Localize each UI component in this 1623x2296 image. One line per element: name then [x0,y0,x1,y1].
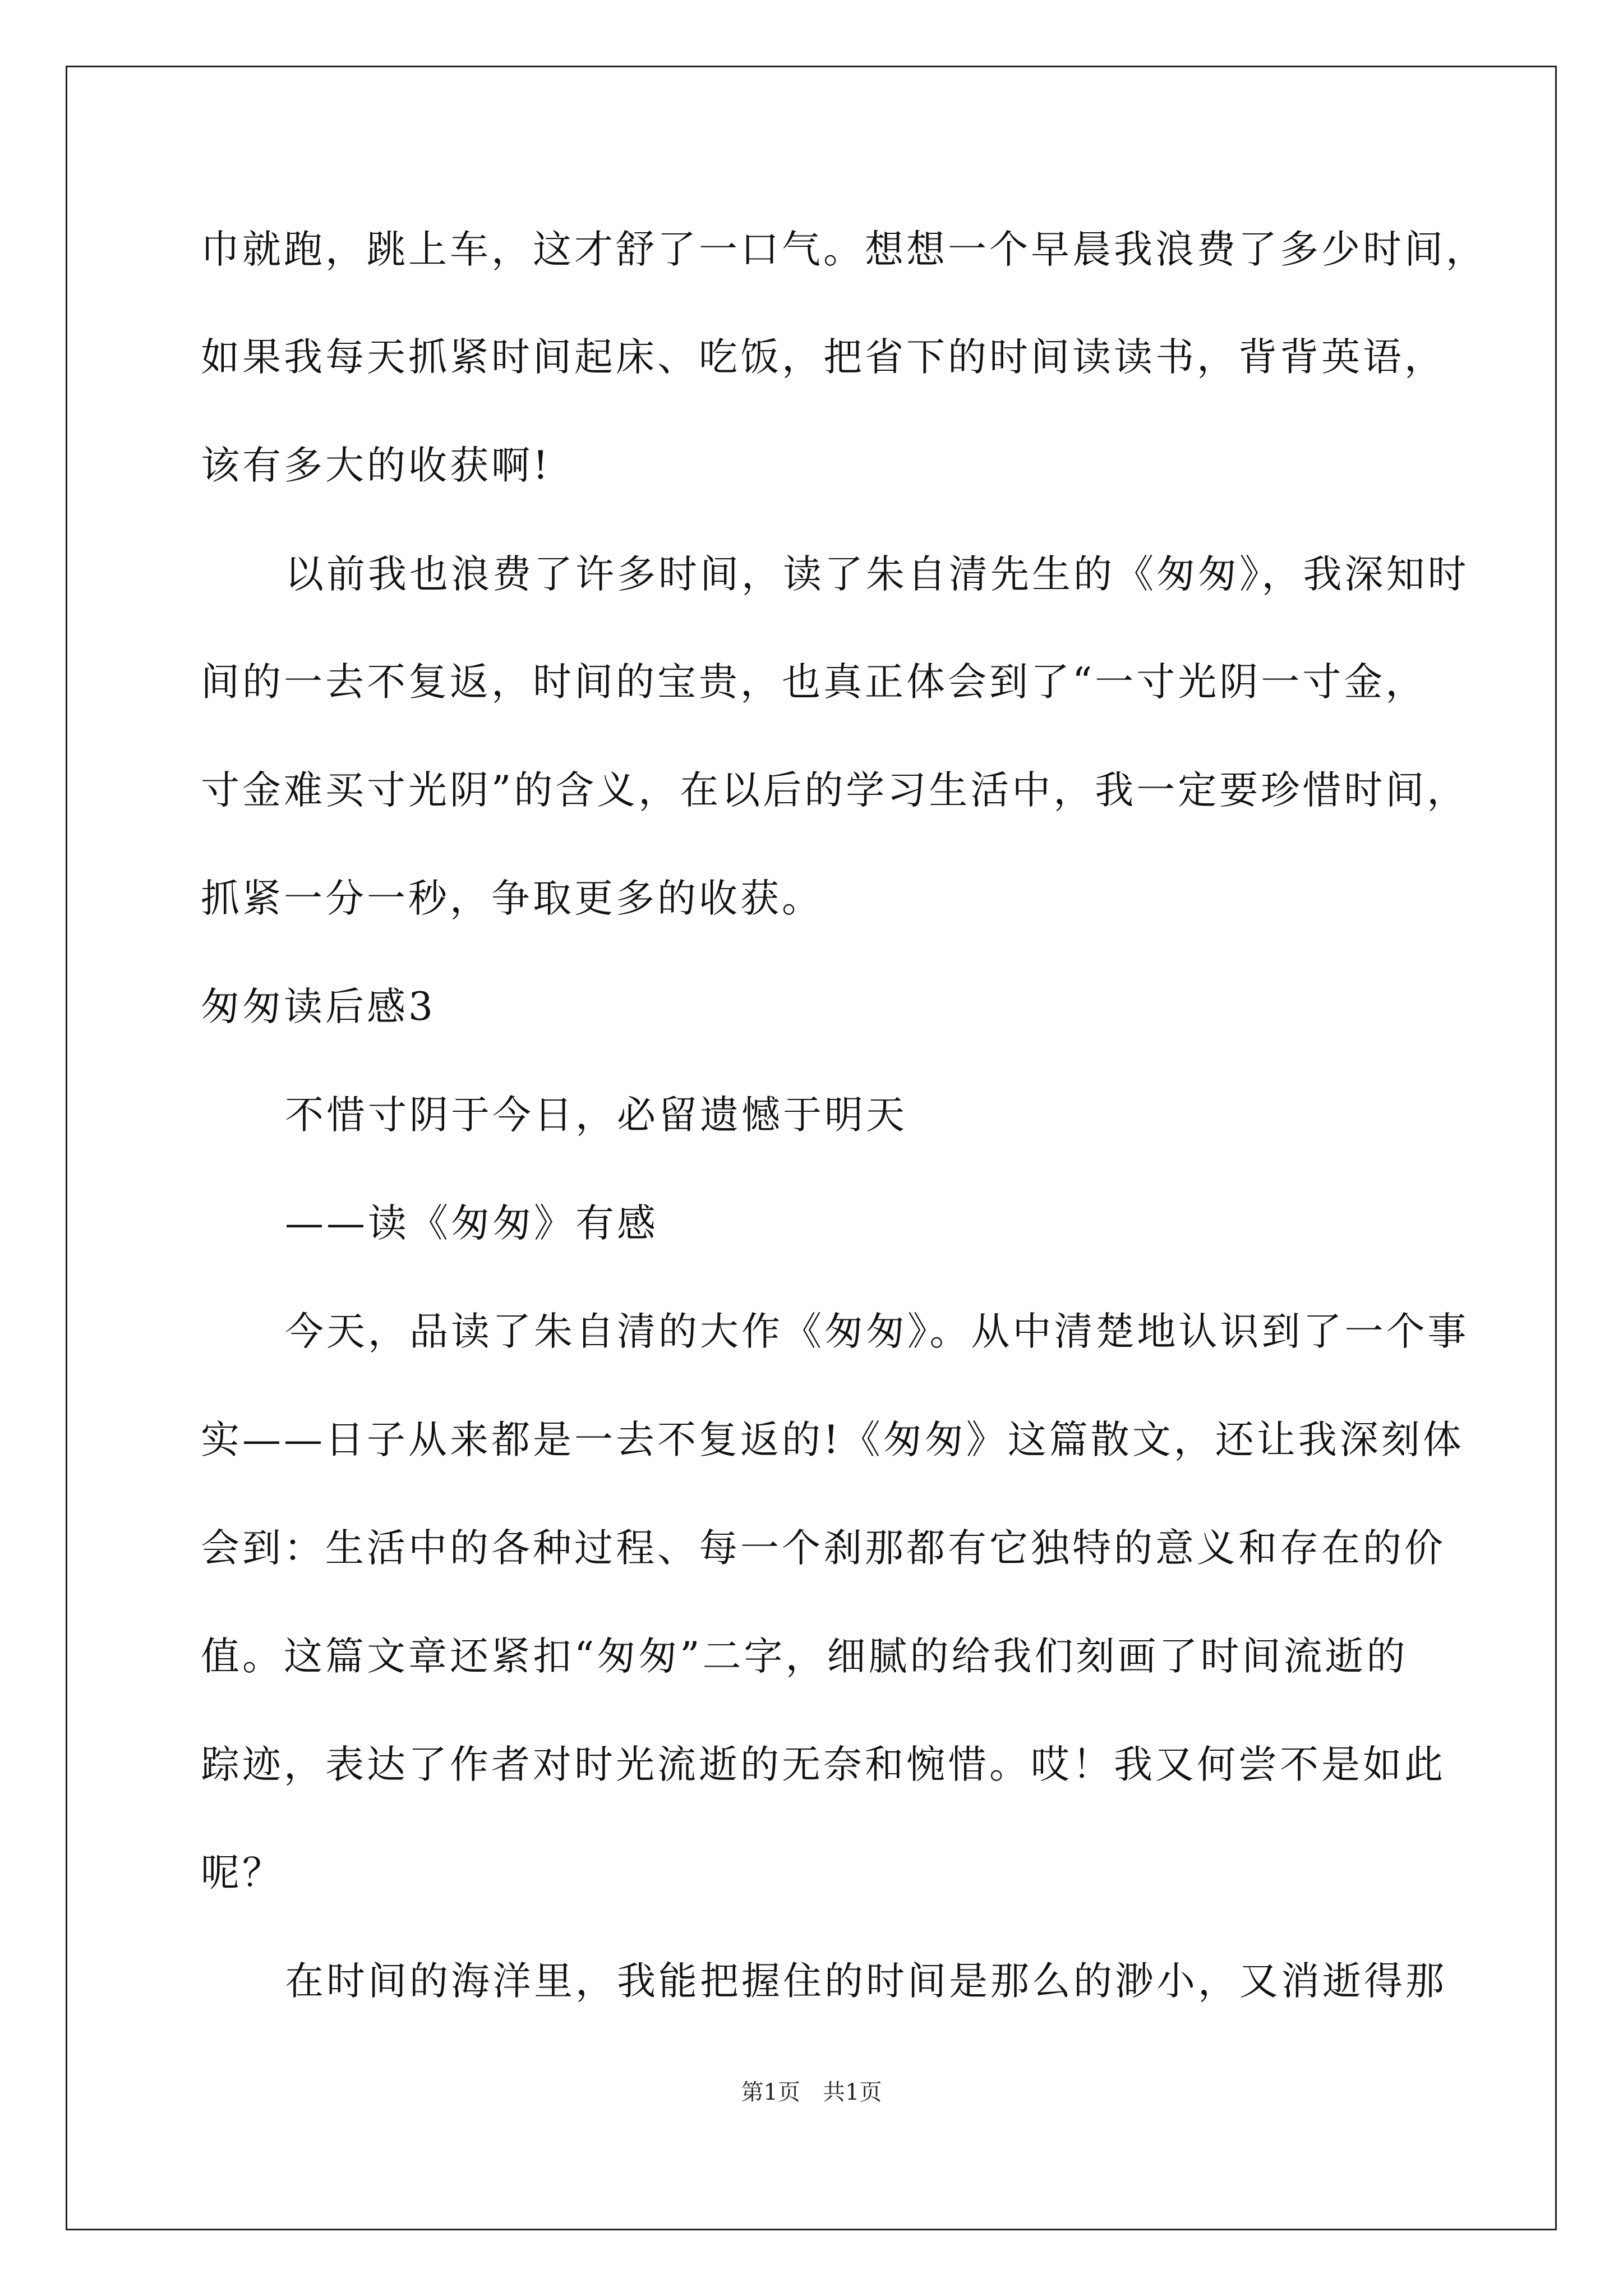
text-line: 巾就跑，跳上车，这才舒了一口气。想想一个早晨我浪费了多少时间， [201,227,1487,272]
text-line: 会到：生活中的各种过程、每一个刹那都有它独特的意义和存在的价 [201,1526,1446,1571]
text-line: 值。这篇文章还紧扣“匆匆”二字，细腻的给我们刻画了时间流逝的 [201,1634,1408,1679]
text-line: 间的一去不复返，时间的宝贵，也真正体会到了“一寸光阴一寸金， [201,660,1427,705]
text-line: 在时间的海洋里，我能把握住的时间是那么的渺小，又消逝得那 [285,1959,1447,2004]
text-line: 实——日子从来都是一去不复返的!《匆匆》这篇散文，还让我深刻体 [201,1418,1464,1462]
text-line: 寸金难买寸光阴”的含义，在以后的学习生活中，我一定要珍惜时间， [201,768,1469,813]
text-line: 今天，品读了朱自清的大作《匆匆》。从中清楚地认识到了一个事 [285,1309,1469,1354]
essay-title: 不惜寸阴于今日，必留遗憾于明天 [285,1093,907,1138]
page-border [66,66,1557,2230]
text-line: 踪迹，表达了作者对时光流逝的无奈和惋惜。哎！我又何尝不是如此 [201,1742,1446,1787]
text-line: 该有多大的收获啊! [201,443,551,488]
section-title: 匆匆读后感3 [201,984,436,1029]
text-line: 抓紧一分一秒，争取更多的收获。 [201,876,823,921]
text-line: 如果我每天抓紧时间起床、吃饭，把省下的时间读读书，背背英语， [201,335,1446,380]
page-number-footer: 第1页 共1页 [741,2079,882,2105]
text-line: 呢？ [201,1851,284,1895]
essay-subtitle: ——读《匆匆》有感 [285,1201,658,1246]
text-line: 以前我也浪费了许多时间，读了朱自清先生的《匆匆》，我深知时 [285,552,1469,597]
